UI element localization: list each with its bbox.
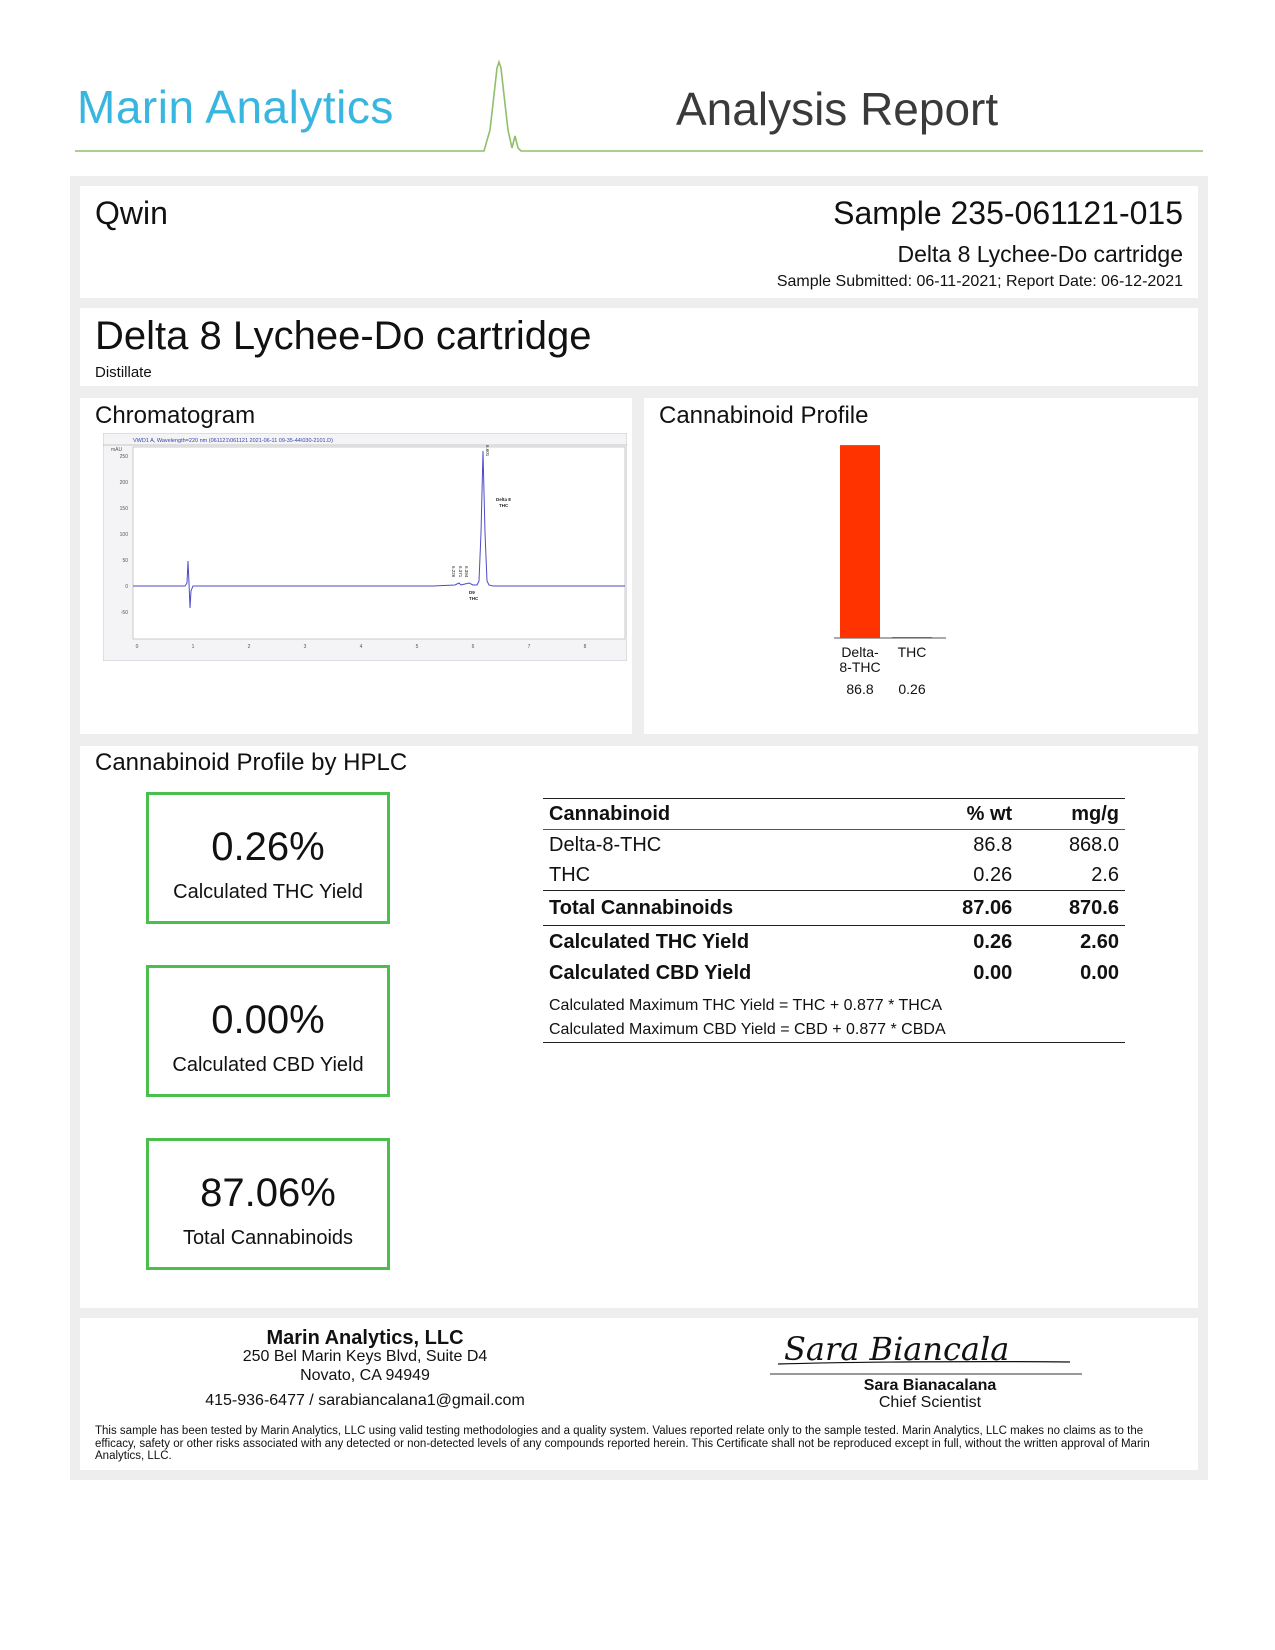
d9-peak-label: D9 [469, 590, 475, 595]
cbd-yield-mg: 0.00 [1080, 961, 1119, 984]
minor-peak-label: 6.394 [464, 566, 469, 578]
y-tick: 50 [122, 558, 128, 564]
hplc-title: Cannabinoid Profile by HPLC [95, 749, 408, 776]
chromatogram-title: Chromatogram [95, 402, 256, 429]
profile-bar-chart [644, 430, 1198, 730]
signer-name: Sara Bianacalana [863, 1377, 997, 1394]
profile-chart-title: Cannabinoid Profile [659, 402, 869, 429]
thc-formula-note: Calculated Maximum THC Yield = THC + 0.877 * THCA [549, 997, 943, 1014]
chromatogram-caption: VWD1 A, Wavelength=220 nm (061121\061121 2021-06-11 09-35-44\030-2101.D) [133, 438, 333, 444]
column-header: mg/g [1018, 799, 1125, 830]
product-title: Delta 8 Lychee-Do cartridge [95, 314, 592, 358]
total-row [543, 891, 1125, 926]
client-name: Qwin [95, 195, 168, 231]
analyte-name: Delta-8-THC [549, 833, 662, 856]
thc-yield-label: Calculated THC Yield [543, 926, 912, 959]
x-tick: 0 [135, 644, 139, 650]
cbd-yield-percent: 0.00 [973, 961, 1013, 984]
lab-address-line: Novato, CA 94949 [300, 1367, 430, 1384]
signer-role: Chief Scientist [878, 1394, 982, 1411]
x-tick: 7 [527, 644, 531, 650]
category-label: Delta-8-THC [839, 644, 881, 675]
sample-dates: Sample Submitted: 06-11-2021; Report Date: 06-12-2021 [776, 273, 1183, 290]
percent-wt: 0.26 [973, 863, 1013, 886]
x-tick: 2 [247, 644, 251, 650]
cbd-yield-row [543, 958, 1125, 988]
x-tick: 6 [471, 644, 475, 650]
peak-name-label: Delta 8 [496, 497, 511, 502]
percent-wt: 86.8 [973, 833, 1013, 856]
sample-id: Sample 235-061121-015 [833, 195, 1183, 231]
y-unit-label: mAU [111, 447, 123, 453]
y-tick: 200 [119, 480, 128, 486]
y-tick: 150 [119, 506, 128, 512]
value-label: 86.8 [846, 681, 874, 697]
table-row [543, 860, 1125, 891]
kpi-label: Total Cannabinoids [182, 1227, 354, 1249]
table-header-row [543, 799, 1125, 830]
thc-yield-percent: 0.26 [912, 926, 1019, 959]
hplc-results-table [543, 798, 1125, 1043]
column-header: Cannabinoid [543, 799, 912, 830]
mg-per-g: 868.0 [1068, 833, 1119, 856]
cbd-yield-label: Calculated CBD Yield [549, 961, 752, 984]
x-tick: 8 [583, 644, 587, 650]
lab-contact: 415-936-6477 / sarabiancalana1@gmail.com [205, 1392, 525, 1409]
x-tick: 4 [359, 644, 363, 650]
sample-name: Delta 8 Lychee-Do cartridge [897, 241, 1183, 267]
category-label: THC [897, 644, 927, 660]
kpi-value: 0.26% [211, 825, 325, 869]
kpi-total-cannabinoids [146, 1138, 390, 1270]
y-tick: 0 [125, 584, 128, 590]
bar-thc [892, 637, 932, 638]
bar-delta-8-thc [840, 445, 880, 638]
chromatogram-image [103, 433, 627, 661]
kpi-value: 0.00% [211, 998, 325, 1042]
thc-yield-mg: 2.60 [1018, 926, 1125, 959]
total-label: Total Cannabinoids [543, 891, 912, 926]
y-tick: -50 [120, 610, 128, 616]
disclaimer: This sample has been tested by Marin Analytics, LLC using valid testing methodologies and a quality system. Values reported relate only to the sample tested. Marin Analytics, LLC makes no claims as to the efficacy, safety or other risks associated with any detected or non-detected levels of any compounds reported herein. This Certificate shall not be reproduced except in full, without the written approval of Marin Analytics, LLC. [95, 1425, 1150, 1462]
thc-yield-row [543, 926, 1125, 959]
lab-name: Marin Analytics, LLC [266, 1327, 464, 1349]
kpi-value: 87.06% [200, 1171, 336, 1215]
report-title: Analysis Report [676, 83, 999, 135]
analyte-name: THC [549, 863, 591, 886]
d9-peak-label: THC [469, 596, 479, 601]
note-row [543, 1018, 1125, 1043]
kpi-cbd-yield [146, 965, 390, 1097]
peak-name-label: THC [499, 503, 509, 508]
cbd-formula-note: Calculated Maximum CBD Yield = CBD + 0.877 * CBDA [543, 1018, 1125, 1043]
column-header: % wt [912, 799, 1019, 830]
lab-address-line: 250 Bel Marin Keys Blvd, Suite D4 [242, 1348, 488, 1365]
total-percent: 87.06 [912, 891, 1019, 926]
x-tick: 1 [191, 644, 195, 650]
y-tick: 100 [119, 532, 128, 538]
signature [770, 1322, 1090, 1378]
signature-text: Sara Biancala [784, 1330, 1010, 1368]
x-tick: 3 [303, 644, 307, 650]
product-type: Distillate [95, 364, 152, 381]
note-row [543, 988, 1125, 1018]
y-tick: 250 [119, 454, 128, 460]
mg-per-g: 2.6 [1091, 863, 1119, 886]
brand-logo-text: Marin Analytics [77, 81, 394, 133]
kpi-label: Calculated THC Yield [173, 881, 363, 903]
minor-peak-label: 6.226 [451, 566, 456, 578]
table-row [543, 830, 1125, 861]
kpi-thc-yield [146, 792, 390, 924]
value-label: 0.26 [898, 681, 926, 697]
minor-peak-label: 6.371 [458, 566, 463, 578]
total-mg: 870.6 [1018, 891, 1125, 926]
peak-time-label: 6.601 [485, 445, 490, 457]
x-tick: 5 [415, 644, 419, 650]
kpi-label: Calculated CBD Yield [172, 1054, 364, 1076]
